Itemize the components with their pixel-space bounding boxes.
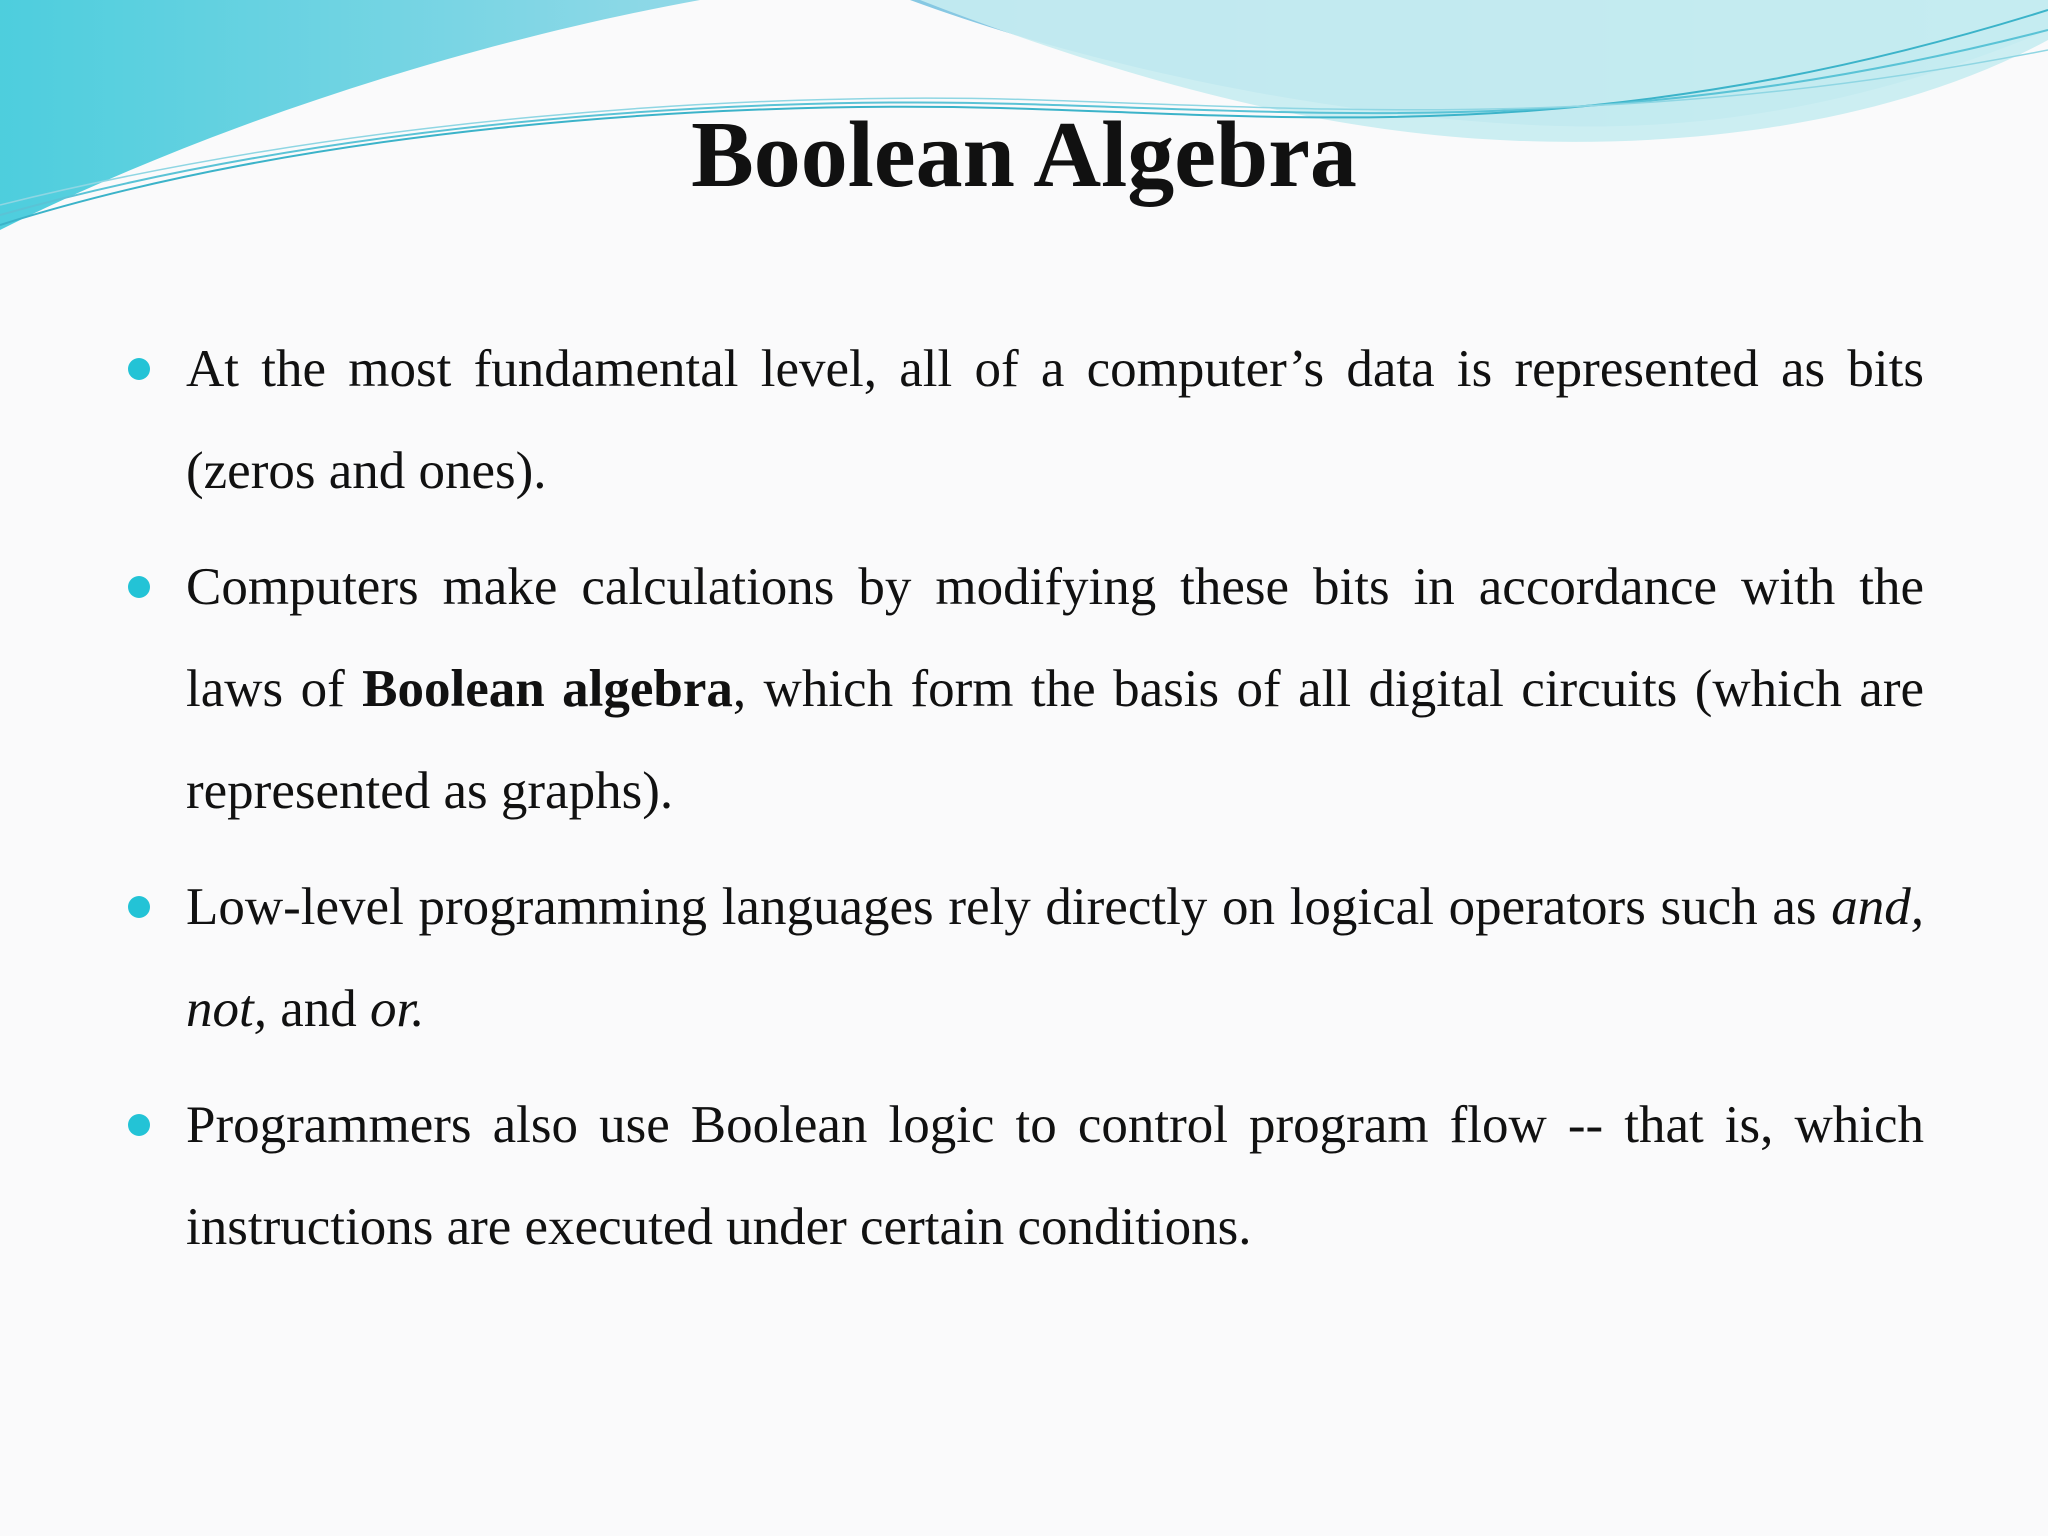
bullet-item: [128, 1074, 1924, 1278]
bullet-text: Programmers also use Boolean logic to control program flow -- that is, which instructions are executed under certain conditions.: [186, 1096, 1924, 1256]
bullet-text: and: [266, 980, 371, 1038]
bullet-text-italic: or.: [370, 980, 425, 1038]
bullet-text: , which form the basis of all digital circuits (which are represented as graphs).: [186, 660, 1925, 820]
bullet-dot-icon: [128, 896, 150, 918]
bullet-text: Computers make calculations by modifying these bits in accordance with the laws of: [186, 558, 1924, 718]
bullet-item: [128, 536, 1924, 842]
bullet-dot-icon: [128, 358, 150, 380]
bullet-text: At the most fundamental level, all of a computer’s data is represented as bits (zeros and ones).: [186, 340, 1924, 500]
bullet-dot-icon: [128, 576, 150, 598]
slide-title: Boolean Algebra: [691, 103, 1357, 207]
bullet-item: [128, 318, 1924, 522]
bullet-item: [128, 856, 1924, 1060]
bullet-text-italic: and, not,: [186, 878, 1924, 1038]
bullet-dot-icon: [128, 1114, 150, 1136]
bullet-list: [128, 318, 1924, 1292]
bullet-text: Low-level programming languages rely directly on logical operators such as: [186, 878, 1832, 936]
bullet-text-bold: Boolean algebra: [362, 660, 733, 718]
